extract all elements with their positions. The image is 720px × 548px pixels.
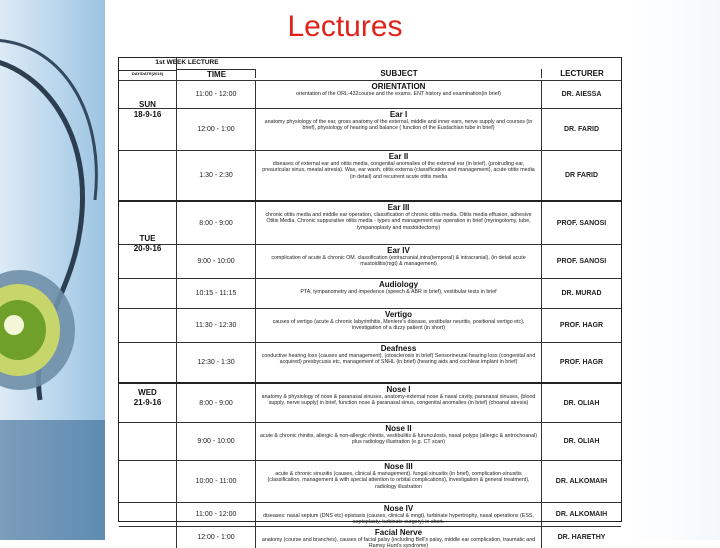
day-date: 21-9-16 (133, 398, 162, 407)
subject-description: causes of vertigo (acute & chronic labyrinthitis, Meniere's disease, vestibular neuritis, positional vertigo etc), investigation of a dizzy patient (in short) (272, 319, 525, 332)
header-time: TIME (176, 69, 256, 79)
subject-description: diseases of external ear and otitis media, congenital anomalies of the external ear (in brief), (protruding ear, preauricular sinus, meatal atresia). Wax, ear wash, otitis externa (classification and management), acute otitis media (in detail) and recurrent acute otitis media (262, 161, 535, 180)
day-name: WED (138, 388, 157, 397)
lecturer-cell: PROF. SANOSI (556, 219, 607, 227)
subject-title: Nose IV (383, 504, 414, 513)
day-date: 20-9-16 (133, 244, 162, 253)
table-row (119, 278, 621, 308)
time-cell: 9:00 - 10:00 (197, 258, 235, 265)
subject-title: Ear III (387, 203, 410, 212)
lecturer-cell: DR. AIESSA (561, 91, 602, 98)
time-cell: 8:00 - 9:00 (199, 399, 233, 407)
lecturer-cell: PROF. HAGR (559, 322, 604, 329)
subject-title: Nose I (386, 385, 411, 394)
subject-title: Vertigo (384, 310, 413, 319)
right-band (625, 0, 720, 540)
time-cell: 10:00 - 11:00 (195, 478, 237, 485)
subject-title: Ear IV (387, 246, 410, 255)
table-row (119, 308, 621, 342)
table-row (119, 526, 621, 548)
subject-description: anatomy (course and branches), causes of facial palsy (including Bell's palsy, middle ear complication, traumatic and Ramsy Hunt's syndrome) (261, 537, 536, 548)
table-row (119, 422, 621, 460)
table-row (119, 382, 621, 422)
lecture-schedule-table (118, 57, 622, 548)
time-cell: 11:00 - 12:00 (195, 511, 237, 518)
day-name: TUE (139, 234, 156, 243)
subject-description: acute & chronic sinusitis (causes, clinical & management). fungal sinusitis (in brief), complication-sinusitis (classification, management & with special attention to orbital complications), investigation & general treatment), radiology illustration (267, 471, 530, 490)
lecturer-cell: DR. OLIAH (563, 438, 600, 445)
subject-title: Deafness (380, 344, 417, 353)
subject-title: Audiology (378, 280, 419, 289)
table-row (119, 460, 621, 502)
slide-title: Lectures (287, 10, 403, 43)
time-cell: 11:30 - 12:30 (195, 322, 237, 329)
table-row (119, 80, 621, 108)
time-cell: 12:00 - 1:00 (197, 126, 235, 133)
decorative-side-band (0, 0, 105, 540)
subject-title: Facial Nerve (374, 528, 423, 537)
stethoscope-graphic (0, 0, 105, 540)
lecturer-cell: DR. ALKOMAIH (555, 511, 608, 518)
subject-title: Nose III (384, 462, 413, 471)
lecturer-cell: DR FARID (564, 172, 599, 179)
subject-description: diseases: nasal septum (DNS etc) epistaxis (causes, clinical & mngt), turbinate hypertrophy, nasal operations (ESS, septoplasty, turbinate surgery) in short. (263, 513, 534, 526)
subject-title: ORIENTATION (371, 82, 426, 91)
table-row (119, 200, 621, 244)
table-row (119, 150, 621, 200)
subject-title: Nose II (385, 424, 412, 433)
week-title: 1st WEEK LECTURE (155, 59, 219, 66)
time-cell: 12:00 - 1:00 (197, 534, 235, 541)
subject-description: anatomy physiology of the ear, gross anatomy of the external, middle and inner ears, nerve supply and courses (in brief), physiology of hearing and balance ( function of the Eustachian tube in brief) (264, 119, 533, 132)
subject-description: anatomy & physiology of nose & paranasal sinuses, anatomy-external nose & nasal cavity, paranasal sinuses, (blood supply, nerve supply) in brief, function nose & paranasal sinus, congenital anomalies (in brief) (choanal atresia) (261, 394, 536, 407)
time-cell: 9:00 - 10:00 (197, 438, 235, 445)
time-cell: 12:30 - 1:30 (197, 359, 235, 366)
table-row (119, 108, 621, 150)
subject-title: Ear II (388, 152, 409, 161)
subject-description: chronic otitis media and middle ear operation, classification of chronic otitis media. Otitis media effusion, adhesive Otitis Media. Chronic suppurative otitis media - types and management ear operation in brief (myringotomy, tube, tympanoplasty and mastoidectomy) (265, 212, 532, 231)
subject-title: Ear I (389, 110, 408, 119)
day-name: SUN (139, 100, 156, 109)
time-cell: 11:00 - 12:00 (195, 91, 237, 98)
lecturer-cell: DR. HARETHY (557, 534, 606, 541)
lecturer-cell: DR. ALKOMAIH (555, 478, 608, 485)
header-day: DAY/DATE(2016) (119, 70, 176, 76)
time-cell: 10:15 - 11:15 (195, 290, 237, 297)
lecturer-cell: PROF. SANOSI (556, 258, 607, 265)
time-cell: 8:00 - 9:00 (199, 219, 233, 227)
header-subject: SUBJECT (255, 69, 542, 78)
table-row (119, 244, 621, 278)
table-row (119, 342, 621, 382)
subject-description: acute & chronic rhinitis, allergic & non-allergic rhinitis, vestibulitis & furunculosis, nasal polyps (allergic & antrochoanal) plus radiology illustration (e.g. CT scan) (259, 433, 538, 446)
lecturer-cell: PROF. HAGR (559, 359, 604, 366)
lecturer-cell: DR. OLIAH (563, 399, 600, 407)
subject-description: orientation of the ORL-432course and the exams. ENT history and examination(in brief) (296, 91, 501, 97)
day-date: 18-9-16 (133, 110, 162, 119)
lecturer-cell: DR. FARID (564, 126, 599, 133)
table-row (119, 502, 621, 526)
lecturer-cell: DR. MURAD (561, 290, 602, 297)
header-lecturer: LECTURER (541, 69, 622, 78)
subject-description: complication of acute & chronic OM. classification (extracranial,intra(temporal) & intracranial), (in detail acute mastoiditis(mgt) & management) (271, 255, 526, 268)
time-cell: 1:30 - 2:30 (199, 172, 233, 179)
subject-description: PTA, tympanometry and impedence (speech & ABR in brief), vestibular tests in brief (300, 289, 497, 295)
subject-description: conductive hearing loss (causes and management), (otosclerosis in brief) Sensorineural hearing loss (congenital and acquired) presbycusis etc, management of SNHL (in brief) (hearing aids and cochlear implant in brief) (261, 353, 536, 366)
